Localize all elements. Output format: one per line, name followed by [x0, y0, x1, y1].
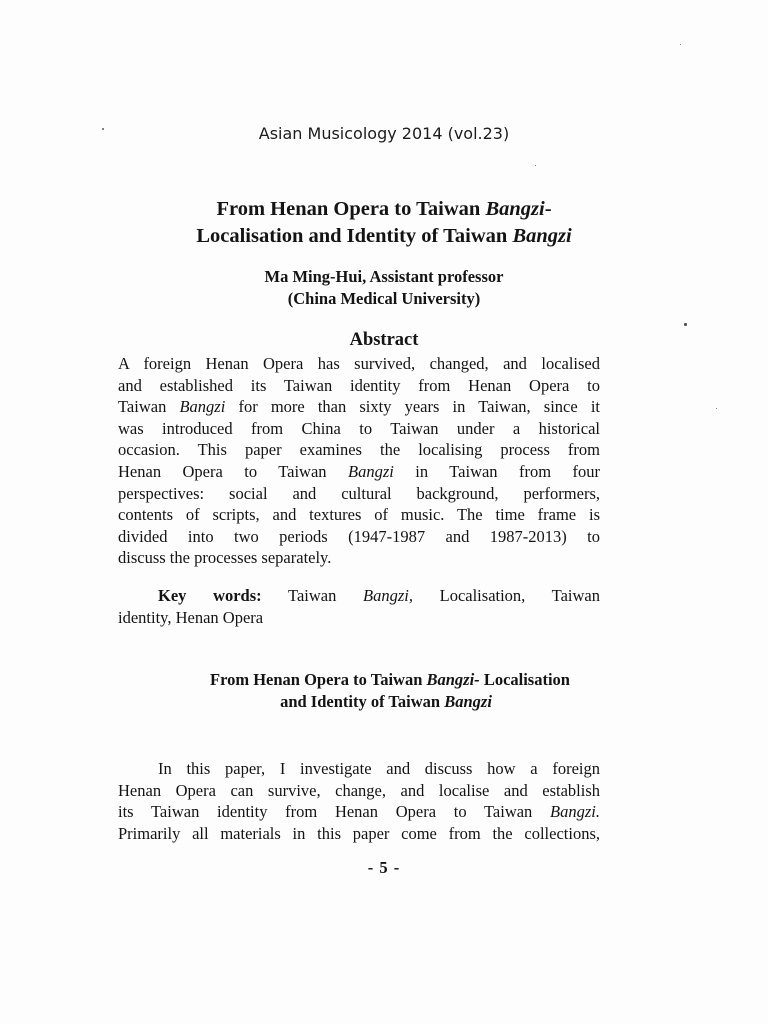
title-line-2: Localisation and Identity of Taiwan Bangzi [196, 225, 572, 247]
abstract-line: A foreign Henan Opera has survived, changed, and localised [118, 354, 600, 373]
body-line: Primarily all materials in this paper come from the collections, [118, 823, 600, 843]
keywords-line: identity, Henan Opera [118, 607, 264, 627]
scan-speck [102, 128, 104, 130]
abstract-line: contents of scripts, and textures of music. The time frame is [118, 505, 600, 525]
section-heading [100, 669, 668, 713]
abstract-line: and established its Taiwan identity from Henan Opera to [118, 375, 600, 395]
scan-speck [684, 323, 687, 326]
author-name: Ma Ming-Hui, Assistant professor [264, 267, 504, 286]
abstract-line: was introduced from China to Taiwan under a historical [118, 418, 600, 438]
author-affiliation: (China Medical University) [287, 289, 481, 308]
body-line: its Taiwan identity from Henan Opera to Taiwan Bangzi. [118, 802, 600, 822]
section-heading-line-1: From Henan Opera to Taiwan Bangzi- Localisation [209, 670, 570, 689]
author-block [100, 266, 668, 310]
body-line: In this paper, I investigate and discuss how a foreign [158, 759, 600, 778]
keywords-line: Key words: Taiwan Bangzi, Localisation, Taiwan [158, 586, 600, 605]
abstract-heading: Abstract [349, 330, 419, 350]
page-number: - 5 - [367, 858, 401, 877]
paper-title [100, 196, 668, 250]
abstract-line: perspectives: social and cultural background, performers, [118, 483, 600, 503]
abstract-line: divided into two periods (1947-1987 and 1987-2013) to [118, 526, 600, 546]
keywords-label: Key words: [158, 586, 262, 605]
scan-speck [680, 44, 681, 45]
abstract-line: Henan Opera to Taiwan Bangzi in Taiwan from four [118, 461, 600, 481]
abstract-body [118, 353, 600, 569]
section-heading-line-2: and Identity of Taiwan Bangzi [280, 692, 492, 711]
title-line-1: From Henan Opera to Taiwan Bangzi- [216, 198, 552, 220]
body-paragraph [118, 758, 600, 844]
abstract-line: discuss the processes separately. [118, 548, 332, 568]
scan-speck [535, 165, 536, 166]
body-line: Henan Opera can survive, change, and localise and establish [118, 780, 600, 800]
keywords-block [118, 585, 600, 628]
journal-header: Asian Musicology 2014 (vol.23) [258, 124, 510, 143]
scan-speck [716, 408, 717, 409]
abstract-line: Taiwan Bangzi for more than sixty years in Taiwan, since it [118, 397, 601, 417]
abstract-line: occasion. This paper examines the localising process from [118, 440, 600, 460]
